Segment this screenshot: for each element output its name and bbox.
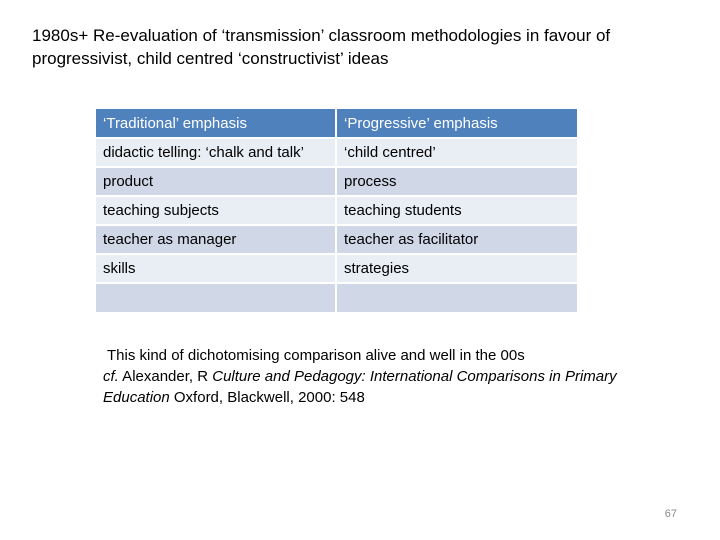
note-line: This kind of dichotomising comparison alive and well in the 00s xyxy=(107,347,525,364)
table-cell-traditional: teaching subjects xyxy=(96,196,336,225)
table-cell-traditional: skills xyxy=(96,254,336,283)
table-cell-progressive: process xyxy=(336,167,577,196)
citation-publisher: Oxford, Blackwell, 2000: 548 xyxy=(169,389,365,406)
table-row xyxy=(96,225,577,254)
table-cell-traditional: teacher as manager xyxy=(96,225,336,254)
citation-cf: cf. xyxy=(103,368,119,385)
citation-book-title: Culture and Pedagogy: International Comparisons in Primary Education xyxy=(103,368,617,406)
header-traditional: ‘Traditional’ emphasis xyxy=(96,109,336,138)
table-cell-traditional: didactic telling: ‘chalk and talk’ xyxy=(96,138,336,167)
table-cell-progressive: teaching students xyxy=(336,196,577,225)
slide-title: 1980s+ Re-evaluation of ‘transmission’ classroom methodologies in favour of progressivist, child centred ‘constructivist’ ideas xyxy=(32,26,611,68)
table-header-row xyxy=(96,109,577,138)
table-cell-traditional xyxy=(96,283,336,312)
table-cell-progressive: strategies xyxy=(336,254,577,283)
header-progressive: ‘Progressive’ emphasis xyxy=(336,109,577,138)
table-row xyxy=(96,196,577,225)
table-row xyxy=(96,167,577,196)
table-cell-progressive: teacher as facilitator xyxy=(336,225,577,254)
table-row xyxy=(96,138,577,167)
table-cell-traditional: product xyxy=(96,167,336,196)
citation-reference xyxy=(103,366,663,408)
table-cell-progressive: ‘child centred’ xyxy=(336,138,577,167)
comparison-table xyxy=(96,109,577,312)
page-number: 67 xyxy=(664,508,677,520)
citation-note xyxy=(103,345,663,408)
table-cell-progressive xyxy=(336,283,577,312)
citation-author: Alexander, R xyxy=(118,368,213,385)
table-row xyxy=(96,254,577,283)
table-row-empty xyxy=(96,283,577,312)
